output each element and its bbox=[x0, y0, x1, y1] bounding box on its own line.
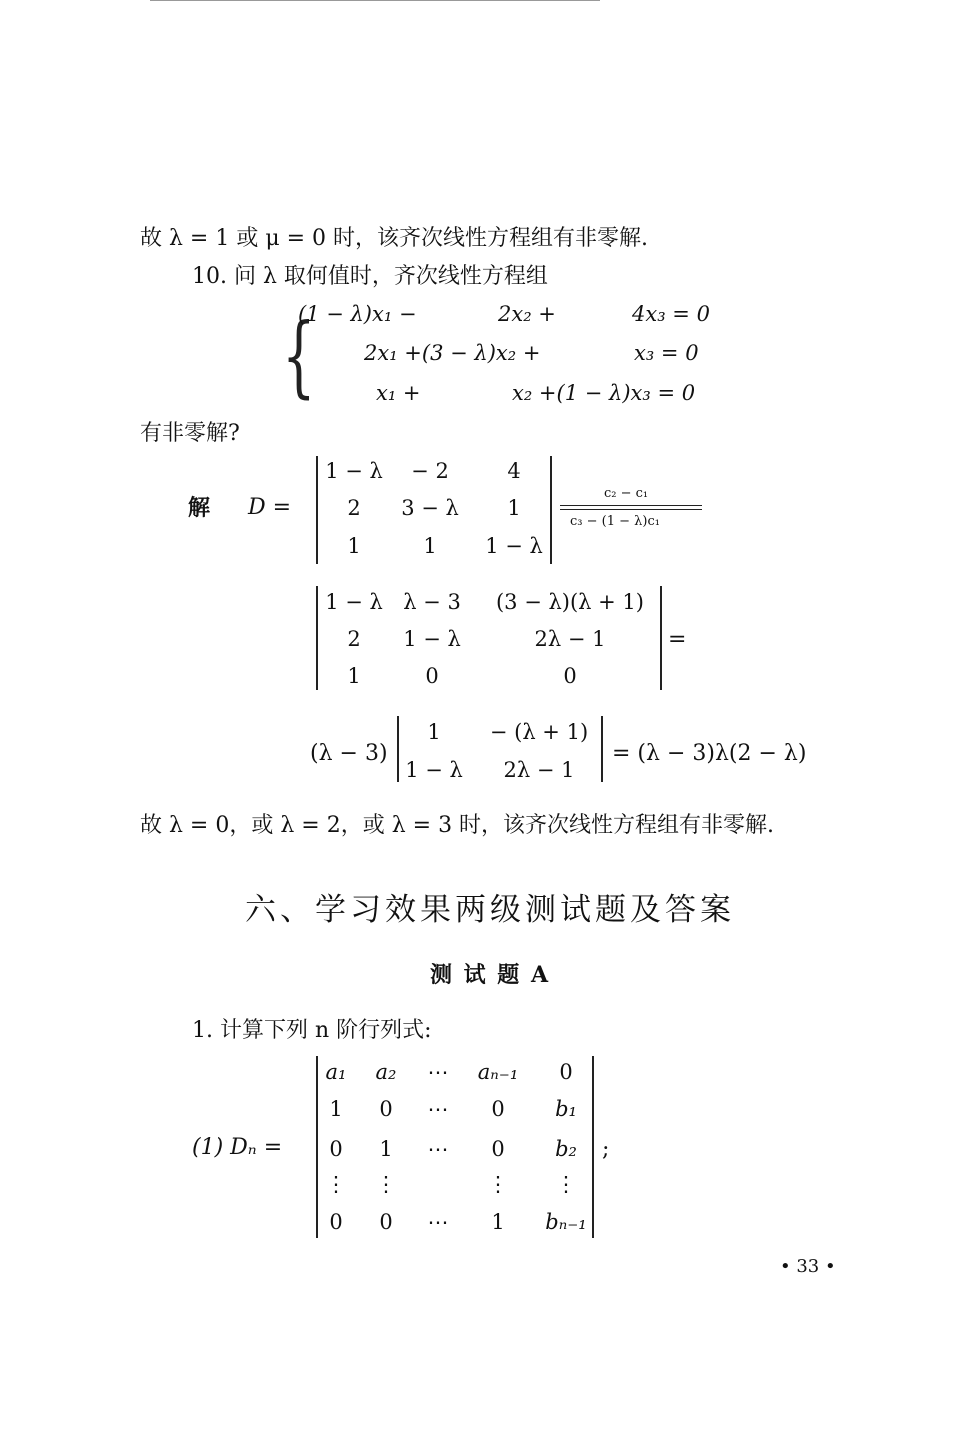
det4-cell: ⋮ bbox=[325, 1172, 347, 1196]
det1-cell: 1 bbox=[507, 496, 521, 520]
det4-cell: ⋮ bbox=[487, 1172, 509, 1196]
solution-label: 解 bbox=[188, 495, 211, 521]
det2-equals: = bbox=[668, 627, 687, 652]
equals-rule-top bbox=[560, 505, 702, 506]
column-op-top: c₂ − c₁ bbox=[604, 486, 649, 501]
det4-cell: 0 bbox=[491, 1137, 505, 1161]
det1-left-bar bbox=[316, 456, 318, 564]
det3-cell: 1 − λ bbox=[405, 758, 463, 782]
det1-cell: − 2 bbox=[411, 459, 449, 483]
det2-cell: 1 − λ bbox=[403, 627, 461, 651]
det4-cell: 1 bbox=[379, 1137, 393, 1161]
det4-cell: bₙ₋₁ bbox=[545, 1210, 587, 1234]
det3-cell: 2λ − 1 bbox=[503, 758, 575, 782]
det1-right-bar bbox=[550, 456, 552, 564]
system-row-1-a: (1 − λ)x₁ − bbox=[298, 302, 417, 326]
det1-cell: 4 bbox=[507, 459, 521, 483]
d-equals: D = bbox=[248, 495, 292, 520]
conclusion: 故 λ = 0，或 λ = 2，或 λ = 3 时，该齐次线性方程组有非零解. bbox=[140, 813, 775, 838]
equals-rule-bottom bbox=[560, 509, 702, 510]
det4-cell: ⋯ bbox=[427, 1210, 449, 1234]
system-brace: { bbox=[282, 304, 316, 407]
det3-result: = (λ − 3)λ(2 − λ) bbox=[612, 741, 807, 766]
column-op-bottom: c₃ − (1 − λ)c₁ bbox=[570, 514, 660, 529]
det3-right-bar bbox=[601, 716, 603, 782]
problem-10: 10. 问 λ 取何值时，齐次线性方程组 bbox=[192, 264, 548, 289]
det4-cell: 0 bbox=[379, 1097, 393, 1121]
det2-cell: λ − 3 bbox=[403, 590, 461, 614]
page-number: • 33 • bbox=[780, 1256, 836, 1277]
det2-cell: 1 bbox=[347, 664, 361, 688]
det4-cell: 0 bbox=[329, 1210, 343, 1234]
det3-cell: 1 bbox=[427, 720, 441, 744]
det2-right-bar bbox=[660, 586, 662, 690]
det4-cell: ⋮ bbox=[375, 1172, 397, 1196]
det4-cell: 1 bbox=[491, 1210, 505, 1234]
det1-cell: 1 bbox=[347, 534, 361, 558]
det4-cell: 0 bbox=[329, 1137, 343, 1161]
det1-cell: 1 − λ bbox=[325, 459, 383, 483]
system-row-2-b: x₃ = 0 bbox=[634, 341, 699, 365]
det2-cell: 0 bbox=[425, 664, 439, 688]
text-line-1: 故 λ = 1 或 μ = 0 时，该齐次线性方程组有非零解. bbox=[140, 226, 649, 251]
det4-cell: aₙ₋₁ bbox=[477, 1060, 519, 1084]
system-row-1-c: 4x₃ = 0 bbox=[632, 302, 710, 326]
det4-cell: b₂ bbox=[555, 1137, 577, 1161]
section-title: 六、学习效果两级测试题及答案 bbox=[245, 892, 735, 928]
det3-cell: − (λ + 1) bbox=[489, 720, 589, 744]
det3-left-bar bbox=[397, 716, 399, 782]
system-row-1-b: 2x₂ + bbox=[498, 302, 556, 326]
det4-label: (1) Dₙ = bbox=[192, 1135, 283, 1160]
top-rule bbox=[150, 0, 600, 1]
det2-cell: 2λ − 1 bbox=[534, 627, 606, 651]
det4-cell: ⋮ bbox=[555, 1172, 577, 1196]
det1-cell: 1 bbox=[423, 534, 437, 558]
det1-cell: 1 − λ bbox=[485, 534, 543, 558]
system-row-2-a: 2x₁ +(3 − λ)x₂ + bbox=[364, 341, 541, 365]
det4-end: ; bbox=[602, 1137, 610, 1162]
det1-cell: 3 − λ bbox=[401, 496, 459, 520]
det2-cell: (3 − λ)(λ + 1) bbox=[495, 590, 644, 614]
det2-left-bar bbox=[316, 586, 318, 690]
det4-cell: b₁ bbox=[555, 1097, 577, 1121]
det2-cell: 2 bbox=[347, 627, 361, 651]
det4-cell: ⋯ bbox=[427, 1097, 449, 1121]
det4-cell: 0 bbox=[379, 1210, 393, 1234]
has-nonzero-text: 有非零解? bbox=[140, 421, 240, 446]
system-row-3-a: x₁ + bbox=[376, 381, 421, 405]
test-title: 测 试 题 A bbox=[429, 962, 551, 988]
det2-cell: 0 bbox=[563, 664, 577, 688]
det4-cell: a₂ bbox=[375, 1060, 397, 1084]
det4-cell: ⋯ bbox=[427, 1137, 449, 1161]
system-row-3-b: x₂ +(1 − λ)x₃ = 0 bbox=[512, 381, 696, 405]
det4-cell: 0 bbox=[559, 1060, 573, 1084]
det4-cell: a₁ bbox=[325, 1060, 347, 1084]
det1-cell: 2 bbox=[347, 496, 361, 520]
det4-cell: ⋯ bbox=[427, 1060, 449, 1084]
det3-prefix: (λ − 3) bbox=[310, 741, 388, 766]
det4-cell: 0 bbox=[491, 1097, 505, 1121]
det4-cell: 1 bbox=[329, 1097, 343, 1121]
det2-cell: 1 − λ bbox=[325, 590, 383, 614]
question-1: 1. 计算下列 n 阶行列式: bbox=[192, 1018, 432, 1043]
